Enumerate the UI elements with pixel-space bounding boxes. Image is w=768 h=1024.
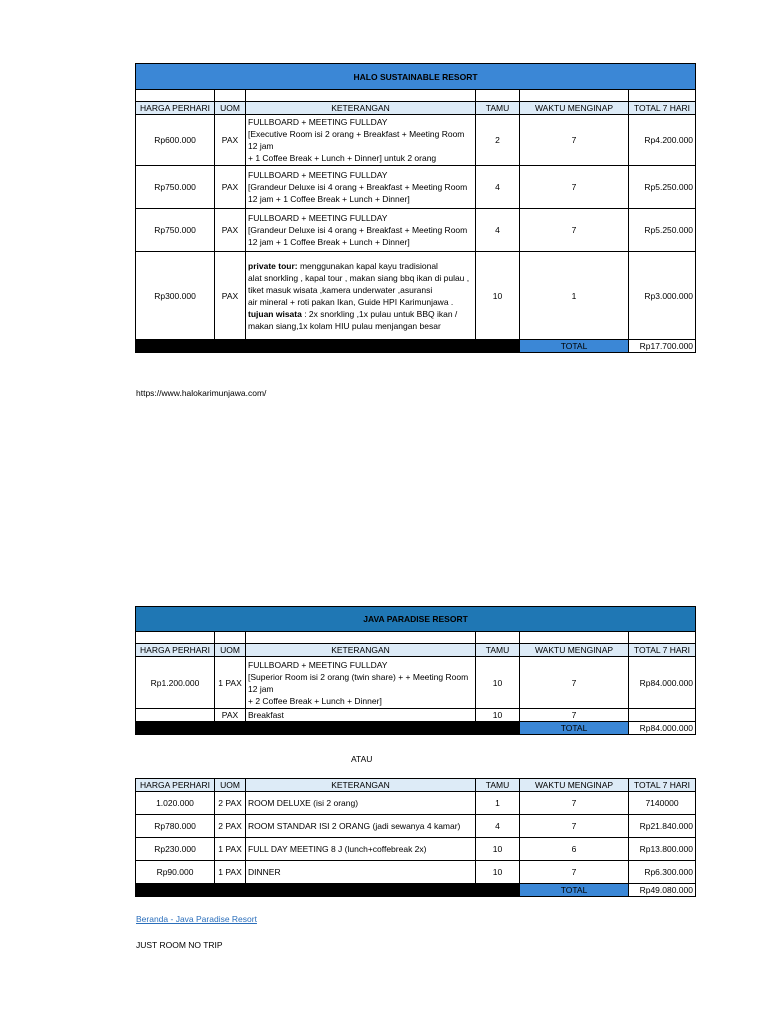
grand-total: Rp84.000.000	[629, 722, 696, 735]
total-cell: Rp21.840.000	[629, 815, 696, 838]
uom-cell: PAX	[215, 709, 246, 722]
col-header-price: HARGA PERHARI	[136, 779, 215, 792]
halo-website-link[interactable]: https://www.halokarimunjawa.com/	[136, 388, 267, 398]
guests-cell: 4	[476, 815, 520, 838]
col-header-guests: TAMU	[476, 644, 520, 657]
uom-cell: 1 PAX	[215, 838, 246, 861]
table-row	[136, 792, 696, 815]
table-row	[136, 815, 696, 838]
price-cell: Rp600.000	[136, 115, 215, 166]
uom-cell: PAX	[215, 115, 246, 166]
col-header-price: HARGA PERHARI	[136, 644, 215, 657]
table-row	[136, 209, 696, 252]
price-cell: Rp1.200.000	[136, 657, 215, 709]
price-cell: Rp750.000	[136, 166, 215, 209]
alternative-table	[135, 778, 696, 897]
stay-cell: 7	[520, 709, 629, 722]
java-paradise-link[interactable]	[136, 914, 257, 924]
col-header-total: TOTAL 7 HARI	[629, 644, 696, 657]
uom-cell: 1 PAX	[215, 657, 246, 709]
col-header-description: KETERANGAN	[246, 644, 476, 657]
col-header-uom: UOM	[215, 644, 246, 657]
col-header-price: HARGA PERHARI	[136, 102, 215, 115]
col-header-description: KETERANGAN	[246, 779, 476, 792]
description-cell: FULLBOARD + MEETING FULLDAY [Grandeur Deluxe isi 4 orang + Breakfast + Meeting Room 12 jam + 1 Coffee Break + Lunch + Dinner]	[246, 209, 476, 252]
total-cell: Rp5.250.000	[629, 166, 696, 209]
guests-cell: 10	[476, 252, 520, 340]
guests-cell: 4	[476, 209, 520, 252]
description-cell: FULLBOARD + MEETING FULLDAY [Grandeur Deluxe isi 4 orang + Breakfast + Meeting Room 12 jam + 1 Coffee Break + Lunch + Dinner]	[246, 166, 476, 209]
table-row	[136, 115, 696, 166]
price-cell: Rp90.000	[136, 861, 215, 884]
col-header-total: TOTAL 7 HARI	[629, 779, 696, 792]
stay-cell: 7	[520, 209, 629, 252]
table-row	[136, 166, 696, 209]
java-paradise-table	[135, 606, 696, 735]
table-row	[136, 657, 696, 709]
col-header-description: KETERANGAN	[246, 102, 476, 115]
stay-cell: 1	[520, 252, 629, 340]
uom-cell: 2 PAX	[215, 815, 246, 838]
total-cell: 7140000	[629, 792, 696, 815]
price-cell: Rp750.000	[136, 209, 215, 252]
description-cell: Breakfast	[246, 709, 476, 722]
guests-cell: 1	[476, 792, 520, 815]
guests-cell: 10	[476, 861, 520, 884]
total-cell: Rp13.800.000	[629, 838, 696, 861]
total-bar	[136, 884, 520, 897]
grand-total: Rp49.080.000	[629, 884, 696, 897]
total-bar	[136, 340, 520, 353]
description-cell: FULLBOARD + MEETING FULLDAY [Superior Room isi 2 orang (twin share) + + Meeting Room 12 jam + 2 Coffee Break + Lunch + Dinner]	[246, 657, 476, 709]
stay-cell: 7	[520, 815, 629, 838]
grand-total: Rp17.700.000	[629, 340, 696, 353]
guests-cell: 4	[476, 166, 520, 209]
atau-label: ATAU	[351, 754, 373, 764]
price-cell: 1.020.000	[136, 792, 215, 815]
uom-cell: PAX	[215, 252, 246, 340]
stay-cell: 7	[520, 657, 629, 709]
java-paradise-link-text[interactable]: Beranda - Java Paradise Resort	[136, 914, 257, 924]
table-row	[136, 252, 696, 340]
uom-cell: 1 PAX	[215, 861, 246, 884]
price-cell: Rp230.000	[136, 838, 215, 861]
guests-cell: 10	[476, 838, 520, 861]
total-label: TOTAL	[520, 340, 629, 353]
description-cell: FULLBOARD + MEETING FULLDAY [Executive Room isi 2 orang + Breakfast + Meeting Room 12 jam + 1 Coffee Break + Lunch + Dinner] untuk 2 orang	[246, 115, 476, 166]
total-cell: Rp6.300.000	[629, 861, 696, 884]
footer-note: JUST ROOM NO TRIP	[136, 940, 223, 950]
guests-cell: 10	[476, 709, 520, 722]
description-cell: ROOM STANDAR ISI 2 ORANG (jadi sewanya 4 kamar)	[246, 815, 476, 838]
stay-cell: 7	[520, 166, 629, 209]
description-cell: ROOM DELUXE (isi 2 orang)	[246, 792, 476, 815]
total-bar	[136, 722, 520, 735]
total-cell: Rp5.250.000	[629, 209, 696, 252]
col-header-stay-duration: WAKTU MENGINAP	[520, 779, 629, 792]
stay-cell: 7	[520, 115, 629, 166]
stay-cell: 7	[520, 861, 629, 884]
guests-cell: 2	[476, 115, 520, 166]
description-cell: FULL DAY MEETING 8 J (lunch+coffebreak 2x)	[246, 838, 476, 861]
uom-cell: 2 PAX	[215, 792, 246, 815]
stay-cell: 7	[520, 792, 629, 815]
price-cell: Rp780.000	[136, 815, 215, 838]
description-cell: private tour: menggunakan kapal kayu tradisional alat snorkling , kapal tour , makan siang bbq ikan di pulau , tiket masuk wisata ,kamera underwater ,asuransi air mineral + roti pakan Ikan, Guide HPI Karimunjawa . tujuan wisata : 2x snorkling ,1x pulau untuk BBQ ikan / makan siang,1x kolam HIU pulau menjangan besar	[246, 252, 476, 340]
col-header-uom: UOM	[215, 102, 246, 115]
table-row	[136, 709, 696, 722]
total-cell: Rp4.200.000	[629, 115, 696, 166]
uom-cell: PAX	[215, 166, 246, 209]
halo-resort-table	[135, 63, 696, 353]
description-cell: DINNER	[246, 861, 476, 884]
halo-resort-title: HALO SUSTAINABLE RESORT	[136, 64, 696, 90]
total-cell: Rp84.000.000	[629, 657, 696, 709]
stay-cell: 6	[520, 838, 629, 861]
total-label: TOTAL	[520, 884, 629, 897]
table-row	[136, 838, 696, 861]
col-header-uom: UOM	[215, 779, 246, 792]
col-header-guests: TAMU	[476, 779, 520, 792]
col-header-guests: TAMU	[476, 102, 520, 115]
guests-cell: 10	[476, 657, 520, 709]
col-header-stay-duration: WAKTU MENGINAP	[520, 644, 629, 657]
java-paradise-title: JAVA PARADISE RESORT	[136, 607, 696, 632]
col-header-stay-duration: WAKTU MENGINAP	[520, 102, 629, 115]
uom-cell: PAX	[215, 209, 246, 252]
price-cell: Rp300.000	[136, 252, 215, 340]
total-cell: Rp3.000.000	[629, 252, 696, 340]
table-row	[136, 861, 696, 884]
col-header-total: TOTAL 7 HARI	[629, 102, 696, 115]
total-label: TOTAL	[520, 722, 629, 735]
